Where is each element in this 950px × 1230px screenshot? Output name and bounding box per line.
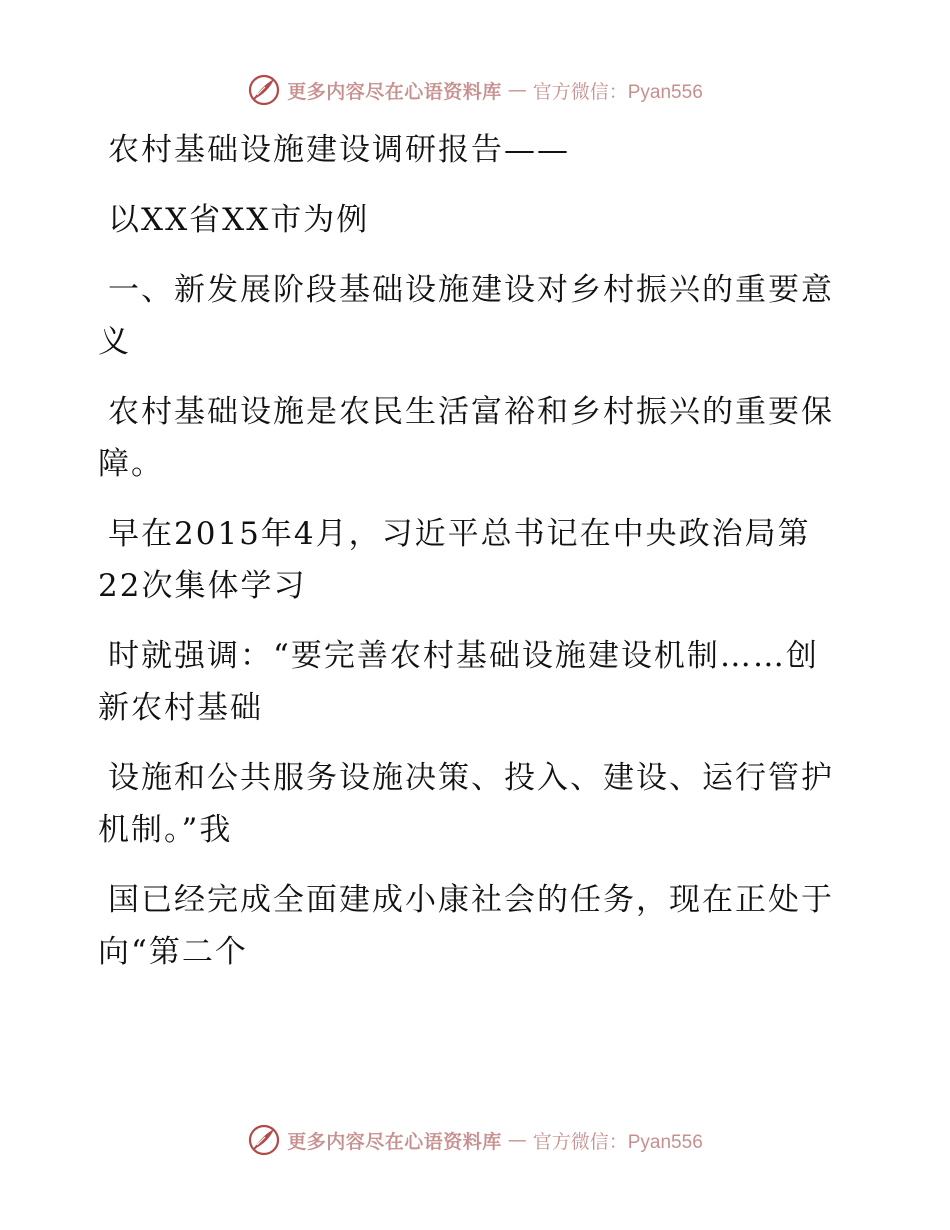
paragraph: 早在2015年4月，习近平总书记在中央政治局第22次集体学习: [98, 516, 811, 604]
watermark-separator: —: [507, 79, 527, 101]
watermark-text: 更多内容尽在心语资料库: [287, 1130, 502, 1153]
watermark-separator: —: [507, 1129, 527, 1151]
watermark-wechat: 官方微信：Pyan556: [532, 81, 703, 103]
footer-watermark: [0, 1120, 950, 1160]
paragraph: 国已经完成全面建成小康社会的任务，现在正处于向“第二个: [98, 882, 834, 970]
paragraph: 时就强调：“要完善农村基础设施建设机制……创新农村基础: [98, 638, 819, 726]
document-title: 农村基础设施建设调研报告——: [108, 132, 570, 168]
document-body: [98, 124, 838, 996]
paragraph: 设施和公共服务设施决策、投入、建设、运行管护机制。”我: [98, 760, 834, 848]
watermark-text: 更多内容尽在心语资料库: [287, 80, 502, 103]
paragraph: 农村基础设施是农民生活富裕和乡村振兴的重要保障。: [98, 394, 834, 482]
document-subtitle: 以XX省XX市为例: [108, 202, 370, 238]
quill-circle-icon: [247, 1123, 281, 1157]
quill-circle-icon: [247, 73, 281, 107]
watermark-wechat: 官方微信：Pyan556: [532, 1131, 703, 1153]
paragraph-heading-one: 一、新发展阶段基础设施建设对乡村振兴的重要意义: [98, 272, 834, 360]
header-watermark: [0, 70, 950, 110]
